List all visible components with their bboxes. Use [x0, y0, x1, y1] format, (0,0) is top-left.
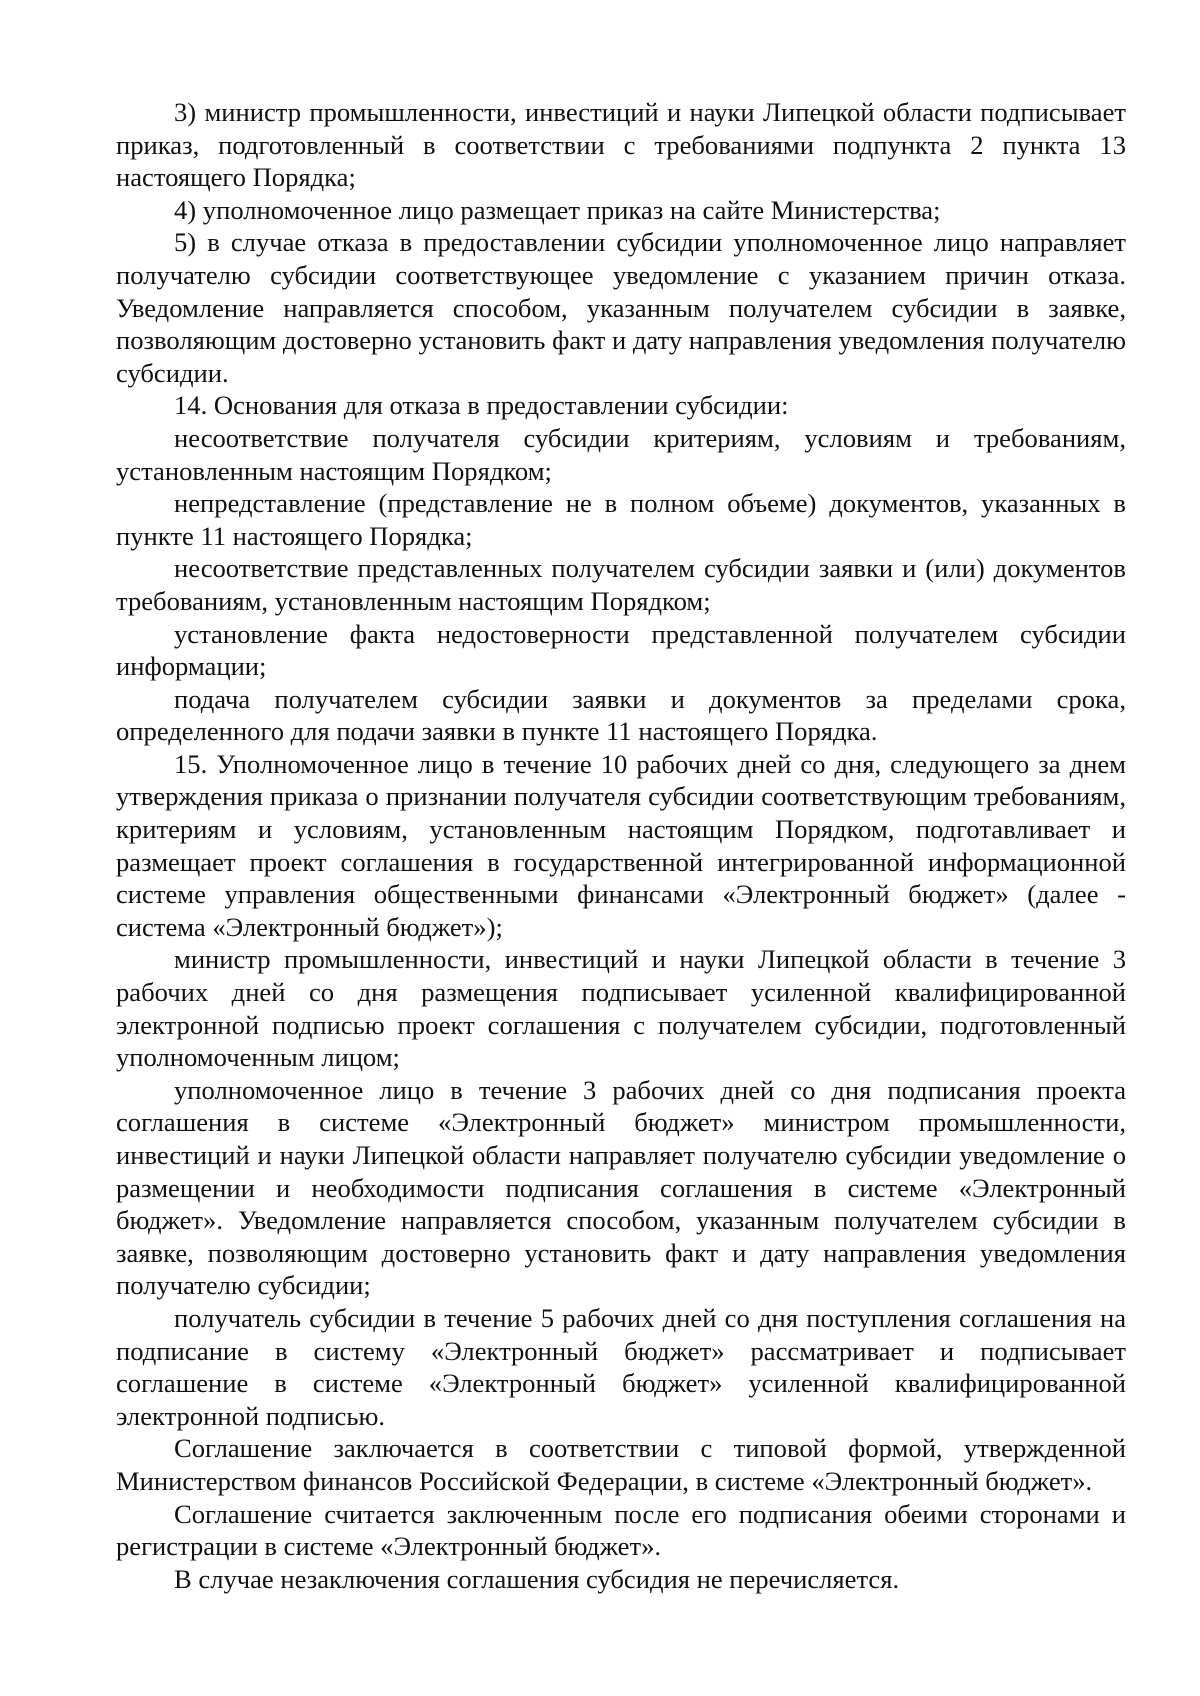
paragraph-11: министр промышленности, инвестиций и науки Липецкой области в течение 3 рабочих дней со дня размещения подписывает усиленной квалифицированной электронной подписью проект соглашения с получателем субсидии, подготовленный уполномоченным лицом; — [116, 944, 1126, 1073]
paragraph-5: несоответствие получателя субсидии критериям, условиям и требованиям, установленным настоящим Порядком; — [116, 422, 1126, 486]
paragraph-16: В случае незаключения соглашения субсидия не перечисляется. — [174, 1563, 900, 1594]
paragraph-13: получатель субсидии в течение 5 рабочих дней со дня поступления соглашения на подписание в систему «Электронный бюджет» рассматривает и подписывает соглашение в системе «Электронный бюджет» усиленной квалифицированной электронной подписью. — [116, 1302, 1126, 1431]
paragraph-7: несоответствие представленных получателем субсидии заявки и (или) документов требованиям, установленным настоящим Порядком; — [116, 553, 1126, 616]
paragraph-3: 5) в случае отказа в предоставлении субсидии уполномоченное лицо направляет получателю субсидии соответствующее уведомление с указанием причин отказа. Уведомление направляется способом, указанным получателем субсидии в заявке, позволяющим достоверно установить факт и дату направления уведомления получателю субсидии. — [116, 227, 1126, 388]
paragraph-1: 3) министр промышленности, инвестиций и науки Липецкой области подписывает приказ, подготовленный в соответствии с требованиями подпункта 2 пункта 13 настоящего Порядка; — [116, 97, 1126, 193]
paragraph-10: 15. Уполномоченное лицо в течение 10 рабочих дней со дня, следующего за днем утверждения приказа о признании получателя субсидии соответствующим требованиям, критериям и условиям, установленным настоящим Порядком, подготавливает и размещает проект соглашения в государственной интегрированной информационной системе управления общественными финансами «Электронный бюджет» (далее - система «Электронный бюджет»); — [116, 748, 1126, 942]
paragraph-9: подача получателем субсидии заявки и документов за пределами срока, определенного для подачи заявки в пункте 11 настоящего Порядка. — [116, 683, 1126, 747]
paragraph-6: непредставление (представление не в полном объеме) документов, указанных в пункте 11 настоящего Порядка; — [116, 488, 1126, 551]
paragraph-2: 4) уполномоченное лицо размещает приказ на сайте Министерства; — [174, 194, 941, 225]
paragraph-8: установление факта недостоверности представленной получателем субсидии информации; — [116, 618, 1126, 682]
paragraph-14: Соглашение заключается в соответствии с типовой формой, утвержденной Министерством финансов Российской Федерации, в системе «Электронный бюджет». — [116, 1433, 1126, 1496]
paragraph-4: 14. Основания для отказа в предоставлении субсидии: — [174, 390, 789, 421]
paragraph-12: уполномоченное лицо в течение 3 рабочих дней со дня подписания проекта соглашения в системе «Электронный бюджет» министром промышленности, инвестиций и науки Липецкой области направляет получателю субсидии уведомление о размещении и необходимости подписания соглашения в системе «Электронный бюджет». Уведомление направляется способом, указанным получателем субсидии в заявке, позволяющим достоверно установить факт и дату направления уведомления получателю субсидии; — [116, 1074, 1126, 1301]
paragraph-15: Соглашение считается заключенным после его подписания обеими сторонами и регистрации в системе «Электронный бюджет». — [116, 1498, 1126, 1562]
